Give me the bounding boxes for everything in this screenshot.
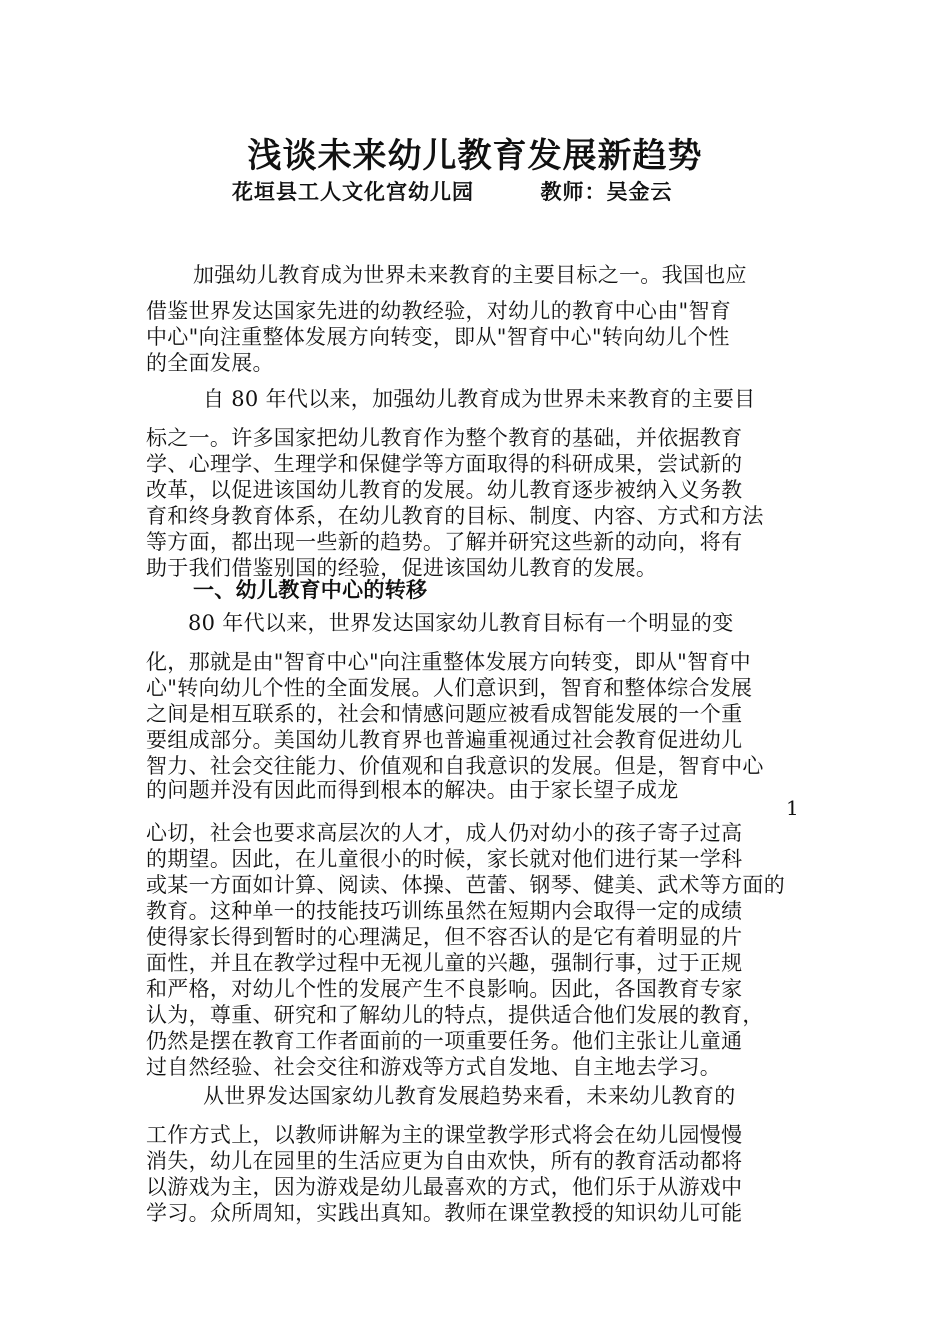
document-title: 浅谈未来幼儿教育发展新趋势 [247,136,703,176]
paragraph-line: 消失，幼儿在园里的生活应更为自由欢快，所有的教育活动都将 [146,1149,743,1173]
paragraph-line: 的期望。因此，在儿童很小的时候，家长就对他们进行某一学科 [146,847,743,871]
paragraph-line: 以游戏为主，因为游戏是幼儿最喜欢的方式，他们乐于从游戏中 [146,1175,743,1199]
paragraph-line: 借鉴世界发达国家先进的幼教经验，对幼儿的教育中心由"智育 [146,299,732,323]
paragraph-line: 助于我们借鉴别国的经验，促进该国幼儿教育的发展。 [146,556,658,580]
paragraph-line: 智力、社会交往能力、价值观和自我意识的发展。但是，智育中心 [146,754,764,778]
paragraph-line: 要组成部分。美国幼儿教育界也普遍重视通过社会教育促进幼儿 [146,728,743,752]
paragraph-line: 自 80 年代以来，加强幼儿教育成为世界未来教育的主要目 [203,387,756,411]
paragraph-line: 标之一。许多国家把幼儿教育作为整个教育的基础，并依据教育 [146,426,743,450]
paragraph-line: 心"转向幼儿个性的全面发展。人们意识到，智育和整体综合发展 [146,676,753,700]
paragraph-line: 化，那就是由"智育中心"向注重整体发展方向转变，即从"智育中 [146,650,751,674]
paragraph-line: 和严格，对幼儿个性的发展产生不良影响。因此，各国教育专家 [146,977,743,1001]
paragraph-line: 80 年代以来，世界发达国家幼儿教育目标有一个明显的变 [188,611,734,635]
paragraph-line: 的问题并没有因此而得到根本的解决。由于家长望子成龙 [146,778,679,802]
paragraph-line: 认为，尊重、研究和了解幼儿的特点，提供适合他们发展的教育， [146,1003,764,1027]
paragraph-line: 仍然是摆在教育工作者面前的一项重要任务。他们主张让儿童通 [146,1029,743,1053]
paragraph-line: 学、心理学、生理学和保健学等方面取得的科研成果，尝试新的 [146,452,743,476]
paragraph-line: 中心"向注重整体发展方向转变，即从"智育中心"转向幼儿个性 [146,325,730,349]
paragraph-line: 教育。这种单一的技能技巧训练虽然在短期内会取得一定的成绩 [146,899,743,923]
paragraph-line: 使得家长得到暂时的心理满足，但不容否认的是它有着明显的片 [146,925,743,949]
paragraph-line: 面性，并且在教学过程中无视儿童的兴趣，强制行事，过于正规 [146,951,743,975]
document-subtitle: 花垣县工人文化宫幼儿园 教师：吴金云 [232,179,673,204]
paragraph-line: 或某一方面如计算、阅读、体操、芭蕾、钢琴、健美、武术等方面的 [146,873,785,897]
paragraph-line: 改革，以促进该国幼儿教育的发展。幼儿教育逐步被纳入义务教 [146,478,743,502]
paragraph-line: 的全面发展。 [146,351,274,375]
paragraph-line: 过自然经验、社会交往和游戏等方式自发地、自主地去学习。 [146,1055,722,1079]
paragraph-line: 从世界发达国家幼儿教育发展趋势来看，未来幼儿教育的 [203,1084,736,1108]
page-number: 1 [786,796,799,820]
paragraph-line: 等方面，都出现一些新的趋势。了解并研究这些新的动向，将有 [146,530,743,554]
paragraph-line: 育和终身教育体系，在幼儿教育的目标、制度、内容、方式和方法 [146,504,764,528]
paragraph-line: 工作方式上，以教师讲解为主的课堂教学形式将会在幼儿园慢慢 [146,1123,743,1147]
paragraph-line: 加强幼儿教育成为世界未来教育的主要目标之一。我国也应 [193,263,747,287]
paragraph-line: 之间是相互联系的，社会和情感问题应被看成智能发展的一个重 [146,702,743,726]
paragraph-line: 学习。众所周知，实践出真知。教师在课堂教授的知识幼儿可能 [146,1201,743,1225]
paragraph-line: 心切，社会也要求高层次的人才，成人仍对幼小的孩子寄子过高 [146,821,743,845]
section-heading: 一、幼儿教育中心的转移 [193,578,428,602]
